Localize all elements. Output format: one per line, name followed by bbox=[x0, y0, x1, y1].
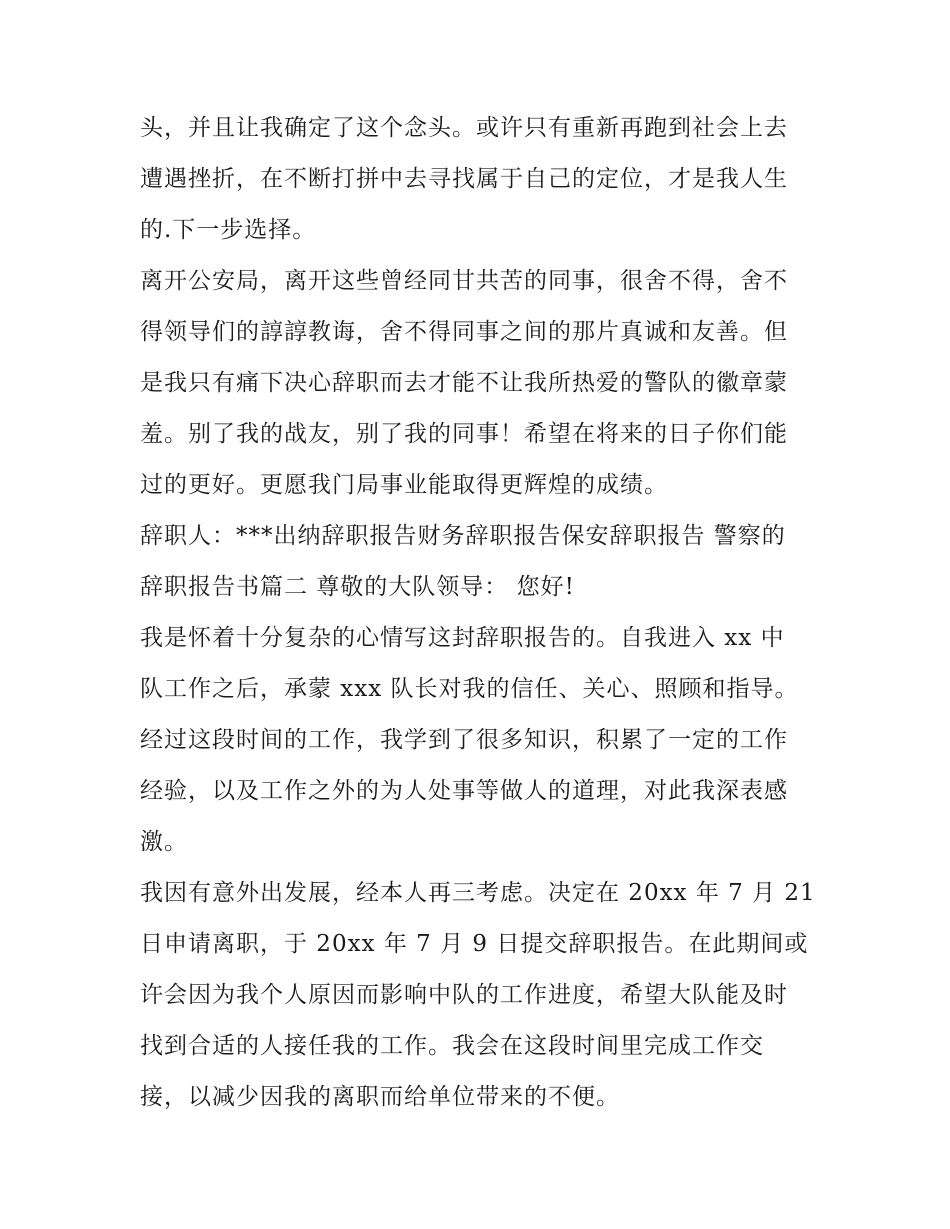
text-line: 羞。别了我的战友，别了我的同事！希望在将来的日子你们能 bbox=[140, 421, 788, 447]
text-line: 头，并且让我确定了这个念头。或许只有重新再跑到社会上去 bbox=[140, 115, 788, 141]
text-line: 是我只有痛下决心辞职而去才能不让我所热爱的警队的徽章蒙 bbox=[140, 370, 788, 396]
text-line: 日申请离职，于 20xx 年 7 月 9 日提交辞职报告。在此期间或 bbox=[140, 931, 809, 957]
text-line: 遭遇挫折，在不断打拼中去寻找属于自己的定位，才是我人生 bbox=[140, 166, 788, 192]
text-line: 离开公安局，离开这些曾经同甘共苦的同事，很舍不得，舍不 bbox=[140, 268, 788, 294]
text-line: 找到合适的人接任我的工作。我会在这段时间里完成工作交 bbox=[140, 1033, 764, 1059]
text-line: 队工作之后，承蒙 xxx 队长对我的信任、关心、照顾和指导。 bbox=[140, 676, 799, 702]
text-line: 激。 bbox=[140, 829, 188, 855]
text-line: 我因有意外出发展，经本人再三考虑。决定在 20xx 年 7 月 21 bbox=[140, 880, 816, 906]
text-line: 我是怀着十分复杂的心情写这封辞职报告的。自我进入 xx 中 bbox=[140, 625, 785, 651]
text-line: 接，以减少因我的离职而给单位带来的不便。 bbox=[140, 1084, 620, 1110]
text-line: 经过这段时间的工作，我学到了很多知识，积累了一定的工作 bbox=[140, 727, 788, 753]
text-line: 过的更好。更愿我门局事业能取得更辉煌的成绩。 bbox=[140, 472, 668, 498]
text-line: 辞职报告书篇二 尊敬的大队领导： 您好! bbox=[140, 574, 575, 600]
text-line: 的.下一步选择。 bbox=[140, 217, 317, 243]
text-line: 辞职人：***出纳辞职报告财务辞职报告保安辞职报告 警察的 bbox=[140, 523, 786, 549]
text-line: 得领导们的諄諄教诲，舍不得同事之间的那片真诚和友善。但 bbox=[140, 319, 788, 345]
text-line: 许会因为我个人原因而影响中队的工作进度，希望大队能及时 bbox=[140, 982, 788, 1008]
text-line: 经验，以及工作之外的为人处事等做人的道理，对此我深表感 bbox=[140, 778, 788, 804]
